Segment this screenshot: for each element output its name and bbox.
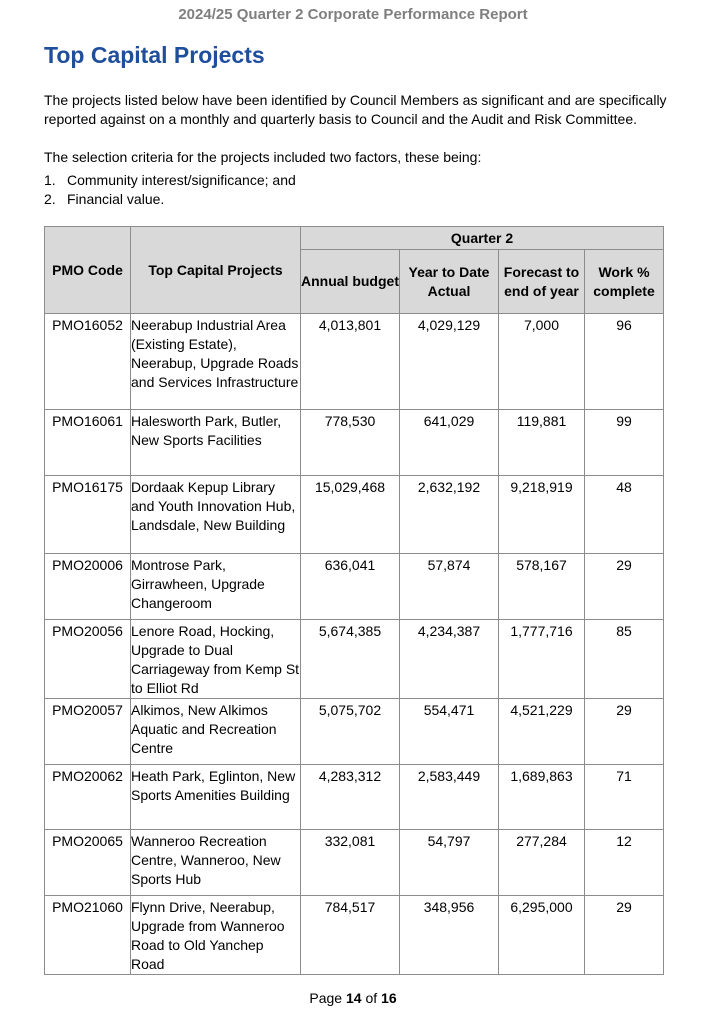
cell-ytd-actual: 2,583,449 bbox=[400, 765, 499, 830]
cell-project: Flynn Drive, Neerabup, Upgrade from Wanneroo Road to Old Yanchep Road bbox=[131, 896, 301, 975]
criteria-list bbox=[44, 171, 296, 209]
cell-forecast: 119,881 bbox=[499, 410, 585, 476]
cell-project: Montrose Park, Girrawheen, Upgrade Changeroom bbox=[131, 554, 301, 620]
cell-ytd-actual: 641,029 bbox=[400, 410, 499, 476]
intro-paragraph: The projects listed below have been identified by Council Members as significant and are specifically reported against on a monthly and quarterly basis to Council and the Audit and Risk Committee. bbox=[44, 92, 667, 127]
cell-forecast: 4,521,229 bbox=[499, 699, 585, 765]
table-row bbox=[45, 620, 664, 699]
cell-code: PMO20057 bbox=[45, 699, 131, 765]
criteria-item bbox=[44, 190, 296, 209]
table-row bbox=[45, 765, 664, 830]
of-label: of bbox=[365, 990, 378, 1006]
header-work-complete: Work % complete bbox=[585, 250, 664, 314]
cell-ytd-actual: 54,797 bbox=[400, 830, 499, 896]
criteria-text: Community interest/significance; and bbox=[67, 172, 296, 188]
cell-project: Neerabup Industrial Area (Existing Estate), Neerabup, Upgrade Roads and Services Infrastructure bbox=[131, 314, 301, 410]
cell-code: PMO20056 bbox=[45, 620, 131, 699]
cell-work-complete: 85 bbox=[585, 620, 664, 699]
table-row bbox=[45, 699, 664, 765]
page-footer bbox=[0, 990, 706, 1006]
header-ytd-actual: Year to Date Actual bbox=[400, 250, 499, 314]
top-capital-projects-table bbox=[44, 226, 664, 975]
cell-annual-budget: 5,075,702 bbox=[301, 699, 400, 765]
cell-forecast: 578,167 bbox=[499, 554, 585, 620]
cell-project: Alkimos, New Alkimos Aquatic and Recreation Centre bbox=[131, 699, 301, 765]
cell-forecast: 6,295,000 bbox=[499, 896, 585, 975]
cell-work-complete: 29 bbox=[585, 554, 664, 620]
cell-annual-budget: 4,283,312 bbox=[301, 765, 400, 830]
cell-project: Halesworth Park, Butler, New Sports Facilities bbox=[131, 410, 301, 476]
criteria-number: 1. bbox=[44, 172, 56, 188]
table-row bbox=[45, 314, 664, 410]
cell-code: PMO16061 bbox=[45, 410, 131, 476]
cell-project: Lenore Road, Hocking, Upgrade to Dual Carriageway from Kemp St to Elliot Rd bbox=[131, 620, 301, 699]
criteria-text: Financial value. bbox=[67, 191, 165, 207]
page-title: Top Capital Projects bbox=[44, 42, 265, 68]
cell-project: Heath Park, Eglinton, New Sports Amenities Building bbox=[131, 765, 301, 830]
cell-ytd-actual: 2,632,192 bbox=[400, 476, 499, 554]
cell-annual-budget: 15,029,468 bbox=[301, 476, 400, 554]
cell-forecast: 1,689,863 bbox=[499, 765, 585, 830]
header-quarter-group: Quarter 2 bbox=[301, 227, 664, 250]
page-current: 14 bbox=[345, 990, 362, 1006]
cell-project: Dordaak Kepup Library and Youth Innovation Hub, Landsdale, New Building bbox=[131, 476, 301, 554]
header-annual-budget: Annual budget bbox=[301, 250, 400, 314]
cell-forecast: 277,284 bbox=[499, 830, 585, 896]
table-row bbox=[45, 476, 664, 554]
header-project: Top Capital Projects bbox=[131, 227, 301, 314]
cell-forecast: 9,218,919 bbox=[499, 476, 585, 554]
cell-code: PMO20065 bbox=[45, 830, 131, 896]
cell-annual-budget: 784,517 bbox=[301, 896, 400, 975]
cell-forecast: 1,777,716 bbox=[499, 620, 585, 699]
cell-annual-budget: 332,081 bbox=[301, 830, 400, 896]
table-row bbox=[45, 554, 664, 620]
criteria-number: 2. bbox=[44, 191, 56, 207]
running-header: 2024/25 Quarter 2 Corporate Performance Report bbox=[178, 6, 528, 23]
cell-work-complete: 96 bbox=[585, 314, 664, 410]
cell-annual-budget: 5,674,385 bbox=[301, 620, 400, 699]
cell-code: PMO20006 bbox=[45, 554, 131, 620]
cell-code: PMO21060 bbox=[45, 896, 131, 975]
cell-ytd-actual: 57,874 bbox=[400, 554, 499, 620]
table-row bbox=[45, 896, 664, 975]
cell-work-complete: 29 bbox=[585, 699, 664, 765]
cell-code: PMO16052 bbox=[45, 314, 131, 410]
cell-code: PMO20062 bbox=[45, 765, 131, 830]
cell-work-complete: 71 bbox=[585, 765, 664, 830]
cell-work-complete: 29 bbox=[585, 896, 664, 975]
table-row bbox=[45, 410, 664, 476]
cell-annual-budget: 778,530 bbox=[301, 410, 400, 476]
cell-code: PMO16175 bbox=[45, 476, 131, 554]
criteria-item bbox=[44, 171, 296, 190]
cell-work-complete: 99 bbox=[585, 410, 664, 476]
cell-ytd-actual: 4,234,387 bbox=[400, 620, 499, 699]
cell-project: Wanneroo Recreation Centre, Wanneroo, New Sports Hub bbox=[131, 830, 301, 896]
cell-ytd-actual: 4,029,129 bbox=[400, 314, 499, 410]
table-row bbox=[45, 830, 664, 896]
header-pmo-code: PMO Code bbox=[45, 227, 131, 314]
cell-ytd-actual: 554,471 bbox=[400, 699, 499, 765]
page-total: 16 bbox=[381, 990, 397, 1006]
cell-ytd-actual: 348,956 bbox=[400, 896, 499, 975]
page-label: Page bbox=[309, 990, 343, 1006]
cell-annual-budget: 636,041 bbox=[301, 554, 400, 620]
cell-work-complete: 48 bbox=[585, 476, 664, 554]
cell-work-complete: 12 bbox=[585, 830, 664, 896]
header-forecast: Forecast to end of year bbox=[499, 250, 585, 314]
cell-annual-budget: 4,013,801 bbox=[301, 314, 400, 410]
cell-forecast: 7,000 bbox=[499, 314, 585, 410]
criteria-intro: The selection criteria for the projects included two factors, these being: bbox=[44, 149, 482, 165]
